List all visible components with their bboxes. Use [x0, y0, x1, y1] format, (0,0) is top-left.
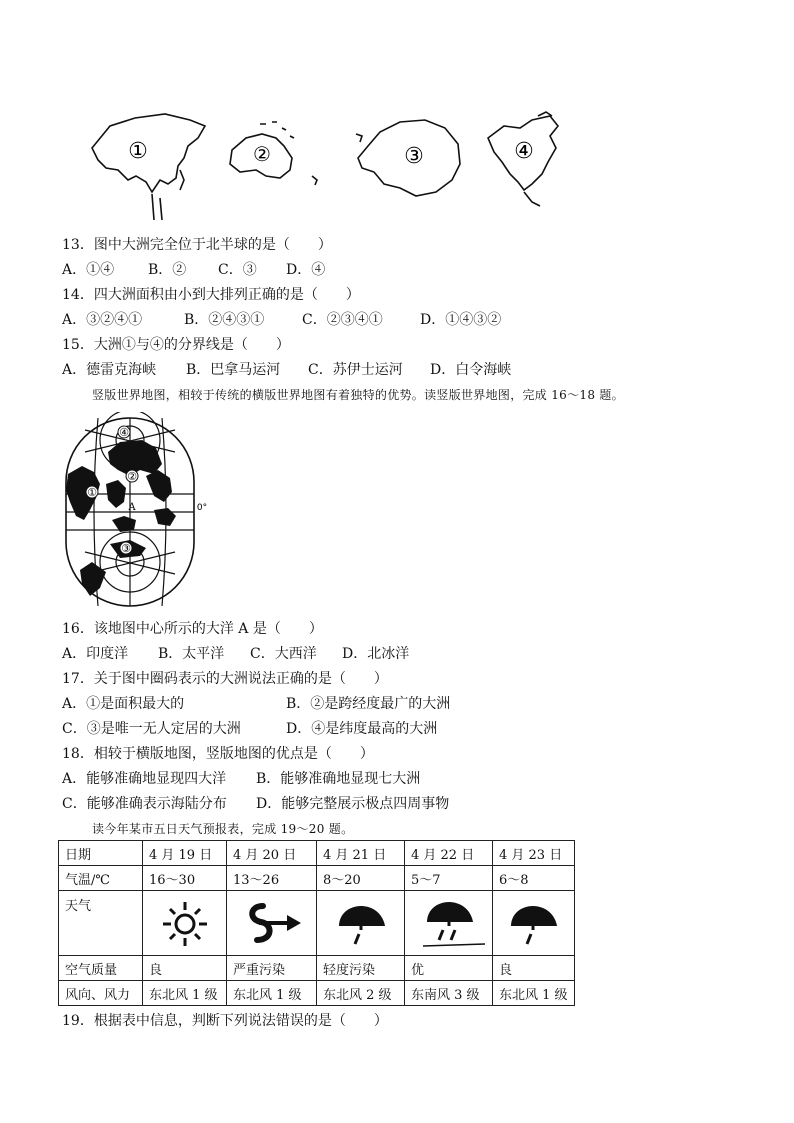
q15-option-c[interactable]: C．苏伊士运河 — [308, 362, 403, 378]
q15-option-d[interactable]: D．白令海峡 — [430, 362, 512, 378]
date-cell: 4 月 19 日 — [143, 841, 227, 866]
q17-stem: 17．关于图中圈码表示的大洲说法正确的是（ ） — [62, 671, 388, 687]
vmap-label-2: ② — [127, 470, 137, 483]
sun-icon — [157, 898, 217, 948]
q13-option-d[interactable]: D．④ — [286, 262, 326, 278]
temp-cell: 8～20 — [317, 866, 405, 891]
q16-option-a[interactable]: A．印度洋 — [62, 646, 129, 662]
vmap-label-ocean-a: A — [128, 502, 136, 513]
date-cell: 4 月 21 日 — [317, 841, 405, 866]
q18-option-b[interactable]: B．能够准确地显现七大洲 — [256, 771, 421, 787]
intro-19-20: 读今年某市五日天气预报表，完成 19～20 题。 — [92, 822, 354, 836]
vmap-label-equator: 0° — [196, 503, 208, 513]
q19-stem: 19．根据表中信息，判断下列说法错误的是（ ） — [62, 1013, 388, 1029]
temp-cell: 6～8 — [493, 866, 575, 891]
table-row-temperature — [59, 866, 575, 891]
q17-option-c[interactable]: C．③是唯一无人定居的大洲 — [62, 721, 241, 737]
temp-cell: 13～26 — [227, 866, 317, 891]
weather-cell — [493, 891, 575, 956]
table-row-air-quality — [59, 956, 575, 981]
date-cell: 4 月 23 日 — [493, 841, 575, 866]
weather-cell — [227, 891, 317, 956]
q16-option-b[interactable]: B．太平洋 — [158, 646, 225, 662]
temp-cell: 5～7 — [405, 866, 493, 891]
q17-option-d[interactable]: D．④是纬度最高的大洲 — [286, 721, 438, 737]
oceania-map — [230, 122, 317, 185]
table-row-date — [59, 841, 575, 866]
wind-cell: 东北风 1 级 — [227, 981, 317, 1006]
weather-cell — [405, 891, 493, 956]
q14-option-a[interactable]: A．③②④① — [62, 312, 143, 328]
air-quality-cell: 轻度污染 — [317, 956, 405, 981]
air-quality-cell: 严重污染 — [227, 956, 317, 981]
q14-option-d[interactable]: D．①④③② — [420, 312, 502, 328]
q18-stem: 18．相较于横版地图，竖版地图的优点是（ ） — [62, 746, 374, 762]
wind-cell: 东南风 3 级 — [405, 981, 493, 1006]
temp-cell: 16～30 — [143, 866, 227, 891]
asia-map — [92, 114, 205, 220]
continents-figure — [80, 108, 580, 228]
continent-label-4: ④ — [514, 139, 534, 164]
q15-stem: 15．大洲①与④的分界线是（ ） — [62, 337, 290, 353]
row-label-air-quality: 空气质量 — [59, 956, 143, 981]
wind-cell: 东北风 2 级 — [317, 981, 405, 1006]
weather-forecast-table — [58, 840, 575, 1006]
q18-option-c[interactable]: C．能够准确表示海陆分布 — [62, 796, 227, 812]
q15-option-a[interactable]: A．德雷克海峡 — [62, 362, 157, 378]
sandstorm-icon — [239, 898, 309, 948]
q14-stem: 14．四大洲面积由小到大排列正确的是（ ） — [62, 287, 360, 303]
q14-option-c[interactable]: C．②③④① — [302, 312, 383, 328]
table-row-wind — [59, 981, 575, 1006]
wind-cell: 东北风 1 级 — [493, 981, 575, 1006]
row-label-wind: 风向、风力 — [59, 981, 143, 1006]
q16-stem: 16．该地图中心所示的大洋 A 是（ ） — [62, 621, 323, 637]
air-quality-cell: 良 — [493, 956, 575, 981]
vertical-world-map — [60, 412, 210, 608]
q15-option-b[interactable]: B．巴拿马运河 — [186, 362, 281, 378]
continent-label-2: ② — [253, 142, 271, 166]
air-quality-cell: 优 — [405, 956, 493, 981]
continent-label-1: ① — [128, 139, 148, 164]
q13-option-a[interactable]: A．①④ — [62, 262, 115, 278]
date-cell: 4 月 20 日 — [227, 841, 317, 866]
q18-option-d[interactable]: D．能够完整展示极点四周事物 — [256, 796, 450, 812]
continent-label-3: ③ — [404, 144, 424, 169]
light-rain-icon — [331, 898, 395, 948]
q16-option-c[interactable]: C．大西洋 — [250, 646, 317, 662]
air-quality-cell: 良 — [143, 956, 227, 981]
row-label-temperature: 气温/℃ — [59, 866, 143, 891]
q13-stem: 13．图中大洲完全位于北半球的是（ ） — [62, 237, 332, 253]
q13-option-c[interactable]: C．③ — [218, 262, 257, 278]
vmap-label-4: ④ — [119, 426, 129, 439]
q13-option-b[interactable]: B．② — [148, 262, 187, 278]
vmap-label-3: ③ — [121, 542, 131, 555]
date-cell: 4 月 22 日 — [405, 841, 493, 866]
intro-16-18: 竖版世界地图，相较于传统的横版世界地图有着独特的优势。读竖版世界地图，完成 16～18 题。 — [92, 388, 624, 402]
weather-cell — [143, 891, 227, 956]
q14-option-b[interactable]: B．②④③① — [184, 312, 265, 328]
q18-option-a[interactable]: A．能够准确地显现四大洋 — [62, 771, 227, 787]
row-label-date: 日期 — [59, 841, 143, 866]
wind-cell: 东北风 1 级 — [143, 981, 227, 1006]
q16-option-d[interactable]: D．北冰洋 — [342, 646, 410, 662]
q17-option-a[interactable]: A．①是面积最大的 — [62, 696, 185, 712]
light-rain-icon — [503, 898, 567, 948]
moderate-rain-icon — [417, 898, 489, 948]
row-label-weather: 天气 — [59, 891, 143, 956]
table-row-weather — [59, 891, 575, 956]
q17-option-b[interactable]: B．②是跨经度最广的大洲 — [286, 696, 451, 712]
vmap-label-1: ① — [87, 486, 97, 499]
weather-cell — [317, 891, 405, 956]
